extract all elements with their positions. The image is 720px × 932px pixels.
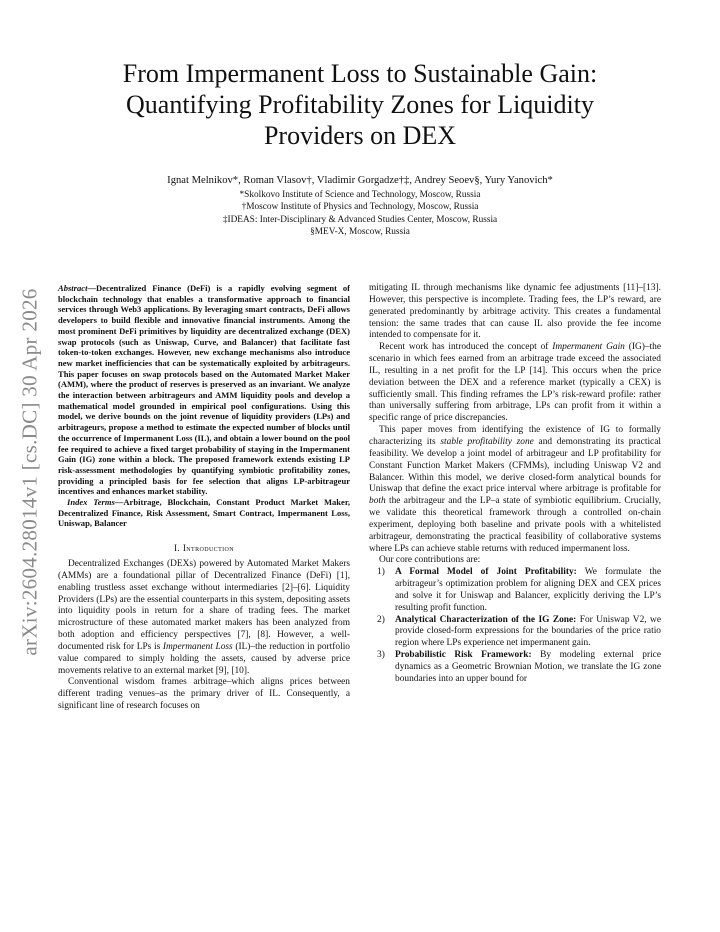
intro-paragraph-4 bbox=[369, 425, 661, 555]
list-item-text: By modeling external price dynamics as a Geometric Brownian Motion, we translate the IG zone boundaries into an upper bound for bbox=[395, 650, 662, 684]
index-terms-lead: Index Terms bbox=[67, 497, 115, 508]
intro-p1-text: Decentralized Exchanges (DEXs) powered by Automated Market Makers (AMMs) are a foundational pillar of Decentralized Finance (DeFi) [1], enabling trustless asset exchange without intermediaries [2]–[6]. Liquidity Providers (LPs) are the essential counterparts in this system, depositing assets into liquidity pools in return for a share of trading fees. The market microstructure of these automated market makers has been analyzed from both adoption and efficiency perspectives [7], [8]. However, a well-documented risk for LPs is bbox=[58, 559, 350, 652]
list-item bbox=[369, 615, 661, 651]
arxiv-stamp bbox=[8, 262, 52, 682]
list-item bbox=[369, 650, 661, 686]
intro-paragraph-5: Our core contributions are: bbox=[379, 555, 481, 566]
affiliation-mevx: §MEV-X, Moscow, Russia bbox=[310, 227, 410, 238]
affiliations bbox=[80, 189, 640, 239]
index-terms-text: —Arbitrage, Blockchain, Constant Product Market Maker, Decentralized Finance, Risk Assessment, Smart Contract, Impermanent Loss, Uniswap, Balancer bbox=[58, 497, 350, 529]
list-item-number: 2) bbox=[377, 614, 385, 625]
abstract bbox=[58, 283, 350, 497]
intro-p4-b: and demonstrating its practical feasibility. We develop a joint model of arbitrageur and LP profitability for Constant Function Market Makers (CFMMs), including Uniswap V2 and Balancer. Within this model, we derive closed-form analytical bounds for Uniswap that define the exact price interval where arbitrage is profitable for bbox=[369, 436, 661, 495]
intro-p3-emphasis: Impermanent Gain bbox=[552, 342, 625, 353]
intro-p4-c: the arbitrageur and the LP–a state of symbiotic equilibrium. Crucially, we validate this theoretical framework through a controlled on-chain experiment, deploying both baseline and private pools with a whitelisted arbitrageur, demonstrating the practical feasibility of collaborative systems where LPs can achieve stable returns with reduced impermanent loss. bbox=[369, 496, 661, 554]
list-item-text: We formulate the arbitrageur’s optimization problem for aligning DEX and CEX prices and solve it for Uniswap and Balancer, explicitly deriving the LP’s resulting profit function. bbox=[395, 567, 661, 613]
list-item-title: Analytical Characterization of the IG Zone: bbox=[395, 614, 577, 625]
intro-p4-emphasis-both: both bbox=[369, 496, 386, 507]
intro-p3-b: (IG)–the scenario in which fees earned from an arbitrage trade exceed the associated IL, resulting in a net profit for the LP [14]. This occurs when the price deviation between the DEX and a reference market (typically a CEX) is sufficiently small. This finding reframes the LP’s risk-reward profile: rather than universally suffering from arbitrage, LPs can profit from it within a specific range of price discrepancies. bbox=[369, 342, 661, 424]
arxiv-stamp-text: arXiv:2604.28014v1 [cs.DC] 30 Apr 2026 bbox=[17, 288, 42, 656]
intro-p1-emphasis: Impermanent Loss bbox=[162, 641, 233, 652]
intro-p3-a: Recent work has introduced the concept of bbox=[379, 342, 553, 353]
abstract-lead: Abstract bbox=[58, 283, 88, 293]
list-item bbox=[369, 567, 661, 614]
right-column bbox=[369, 283, 661, 686]
list-item-text: For Uniswap V2, we provide closed-form expressions for the boundaries of the price ratio region where LPs experience net impermanent gain. bbox=[395, 614, 661, 649]
intro-p1-tail: (IL)–the reduction in portfolio value compared to simply holding the assets, caused by adverse price movements relative to an external market [9], [10]. bbox=[58, 641, 350, 676]
list-item-title: A Formal Model of Joint Profitability: bbox=[395, 567, 577, 578]
affiliation-mipt: †Moscow Institute of Physics and Technology, Moscow, Russia bbox=[241, 202, 479, 213]
paper-title: From Impermanent Loss to Sustainable Gain: Quantifying Profitability Zones for Liquidity Providers on DEX bbox=[122, 59, 598, 150]
intro-paragraph-3 bbox=[369, 342, 661, 425]
left-column bbox=[58, 283, 350, 713]
intro-paragraph-2-continued: mitigating IL through mechanisms like dynamic fee adjustments [11]–[13]. However, this perspective is incomplete. Trading fees, the LP’s reward, are generated predominantly by arbitrage activity. This creates a fundamental tension: the same trades that can cause IL also provide the fee income intended to compensate for it. bbox=[369, 283, 661, 341]
intro-paragraph-1 bbox=[58, 559, 350, 677]
abstract-text: —Decentralized Finance (DeFi) is a rapidly evolving segment of blockchain technology that enables a transformative approach to financial services through Web3 applications. By leveraging smart contracts, DeFi allows developers to build flexible and innovative financial instruments. Among the most prominent DeFi primitives by liquidity are decentralized exchange (DEX) swap protocols (such as Uniswap, Curve, and Balancer) that facilitate fast token-to-token exchanges. However, new exchange mechanisms also introduce new market inefficiencies that can be systematically exploited by arbitrageurs. This paper focuses on swap protocols based on the Automated Market Maker (AMM), where the product of reserves is preserved as an invariant. We analyze the interaction between arbitrageurs and AMM liquidity pools and develop a mathematical model grounded in empirical pool configurations. Using this model, we derive bounds on the joint revenue of liquidity providers (LPs) and arbitrageurs, propose a method to estimate the expected number of blocks until the occurrence of Impermanent Loss (IL), and obtain a lower bound on the pool fee required to achieve a fixed target probability of staying in the Impermanent Gain (IG) zone within a block. The proposed framework extends existing LP risk-assessment methodologies by quantifying symbiotic profitability zones, providing a principled basis for fee selection that aligns LP-arbitrageur incentives and enhances market stability. bbox=[58, 283, 350, 497]
index-terms bbox=[58, 497, 350, 529]
affiliation-skoltech: *Skolkovo Institute of Science and Technology, Moscow, Russia bbox=[239, 190, 481, 200]
contributions-list bbox=[369, 567, 661, 685]
intro-paragraph-2: Conventional wisdom frames arbitrage–which aligns prices between different trading venues–as the primary driver of IL. Consequently, a significant line of research focuses on bbox=[58, 677, 350, 712]
affiliation-ideas: ‡IDEAS: Inter-Disciplinary & Advanced Studies Center, Moscow, Russia bbox=[222, 214, 498, 225]
list-item-number: 1) bbox=[377, 567, 385, 578]
list-item-title: Probabilistic Risk Framework: bbox=[395, 650, 532, 661]
author-list: Ignat Melnikov*, Roman Vlasov†, Vladimir Gorgadze†‡, Andrey Seoev§, Yury Yanovich* bbox=[167, 175, 553, 186]
list-item-number: 3) bbox=[377, 650, 385, 661]
intro-p4-a: This paper moves from identifying the existence of IG to formally characterizing its bbox=[369, 425, 661, 447]
section-heading-introduction: I. Introduction bbox=[173, 543, 235, 554]
intro-p4-emphasis: stable profitability zone bbox=[440, 436, 534, 447]
